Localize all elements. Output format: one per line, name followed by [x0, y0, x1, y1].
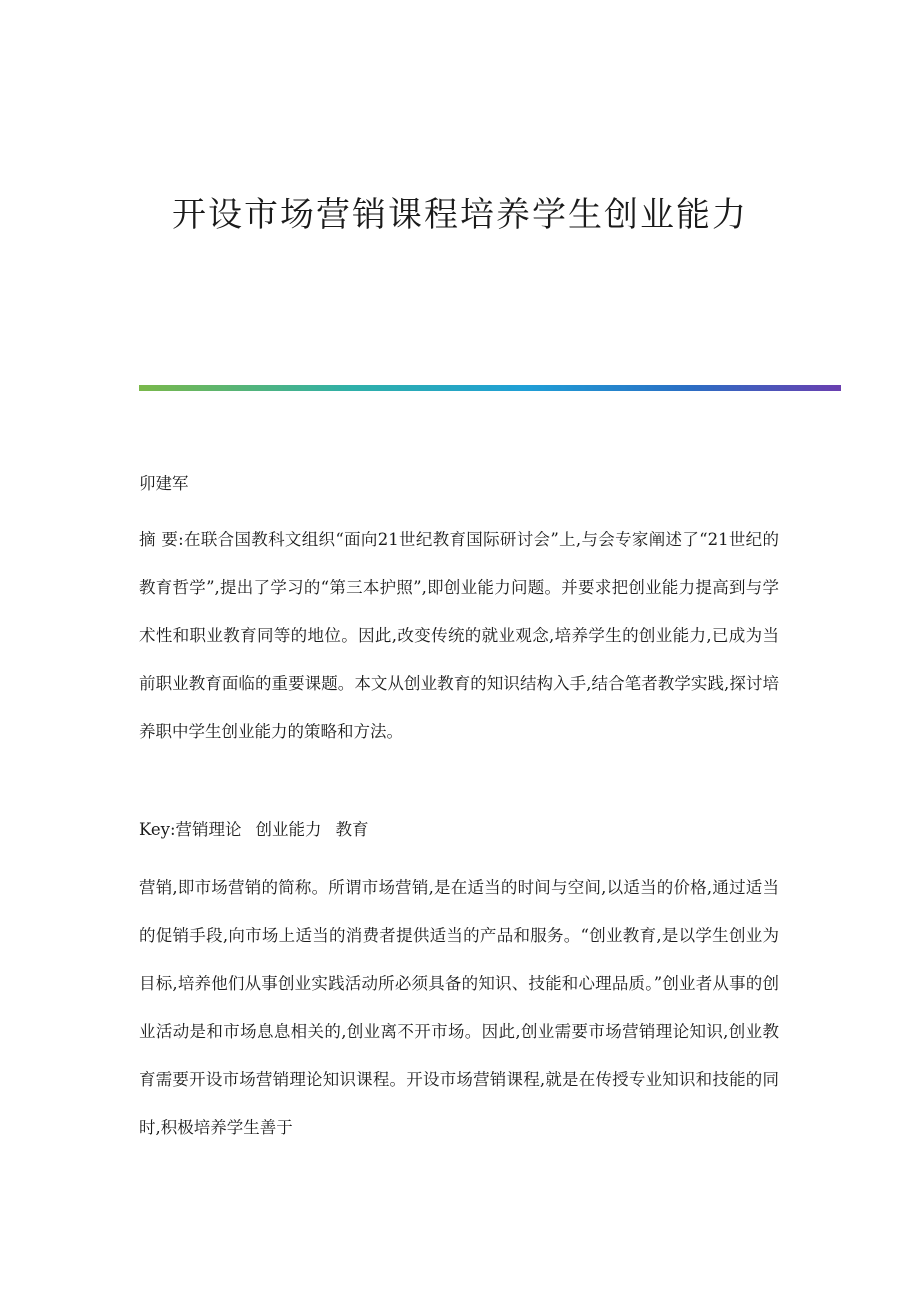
keyword-1: 营销理论 [175, 820, 242, 839]
abstract [139, 516, 779, 756]
keyword-3: 教育 [335, 820, 369, 839]
keywords-label: Key: [139, 820, 176, 839]
abstract-text: 在联合国教科文组织“面向21世纪教育国际研讨会”上,与会专家阐述了“21世纪的教育哲学”,提出了学习的“第三本护照”,即创业能力问题。并要求把创业能力提高到与学术性和职业教育同等的地位。因此,改变传统的就业观念,培养学生的创业能力,已成为当前职业教育面临的重要课题。本文从创业教育的知识结构入手,结合笔者教学实践,探讨培养职中学生创业能力的策略和方法。 [139, 530, 779, 741]
title-divider [139, 385, 841, 391]
body-paragraph: 营销,即市场营销的简称。所谓市场营销,是在适当的时间与空间,以适当的价格,通过适当的促销手段,向市场上适当的消费者提供适当的产品和服务。“创业教育,是以学生创业为目标,培养他们从事创业实践活动所必须具备的知识、技能和心理品质。”创业者从事的创业活动是和市场息息相关的,创业离不开市场。因此,创业需要市场营销理论知识,创业教育需要开设市场营销理论知识课程。开设市场营销课程,就是在传授专业知识和技能的同时,积极培养学生善于 [139, 878, 779, 1137]
keywords [139, 806, 779, 854]
keyword-2: 创业能力 [255, 820, 322, 839]
author-name: 卯建军 [139, 474, 189, 493]
abstract-label: 摘 要: [139, 530, 184, 549]
document-title: 开设市场营销课程培养学生创业能力 [172, 195, 748, 235]
